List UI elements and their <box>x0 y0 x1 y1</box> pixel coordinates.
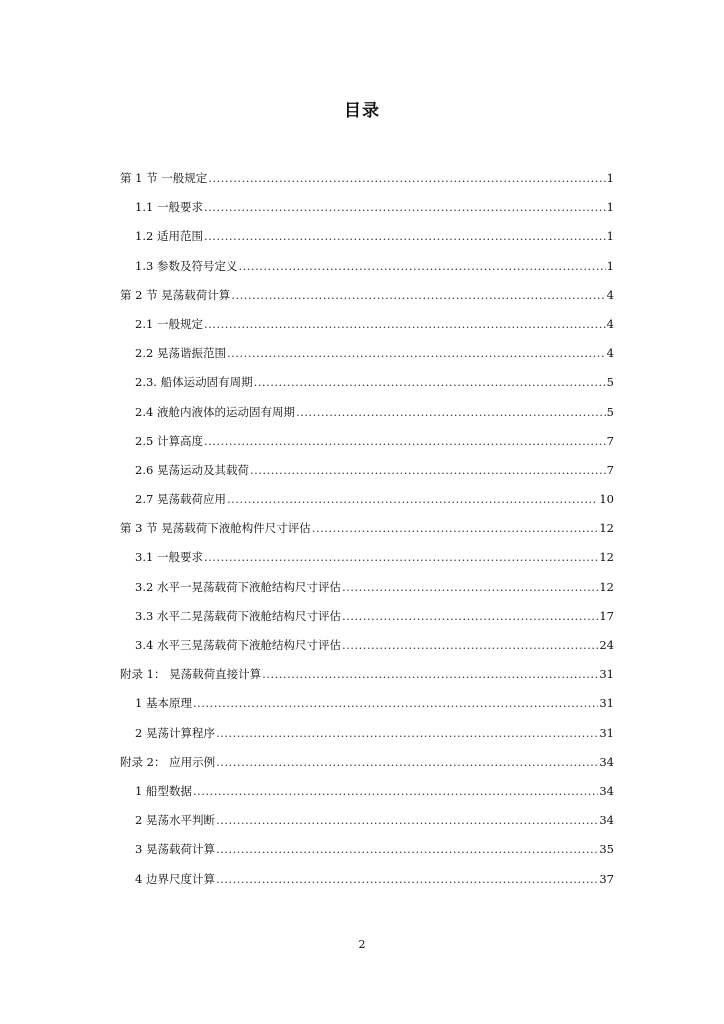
toc-entry-page: 31 <box>599 696 614 711</box>
toc-dot-leader <box>216 841 598 857</box>
toc-entry-label: 2 晃荡水平判断 <box>135 813 215 828</box>
toc-entry-label: 3.2 水平一晃荡载荷下液舱结构尺寸评估 <box>135 579 341 594</box>
toc-dot-leader <box>227 491 598 507</box>
toc-dot-leader <box>262 666 598 682</box>
toc-entry-label: 2.1 一般规定 <box>135 316 203 331</box>
toc-dot-leader <box>216 812 598 828</box>
toc-entry[interactable] <box>120 170 614 199</box>
toc-entry-label: 1.2 适用范围 <box>135 229 203 244</box>
toc-entry[interactable] <box>120 871 614 900</box>
toc-entry-page: 17 <box>599 608 614 623</box>
toc-entry-label: 4 边界尺度计算 <box>135 871 215 886</box>
toc-entry[interactable] <box>120 520 614 549</box>
toc-entry-page: 12 <box>599 521 614 536</box>
toc-entry[interactable] <box>120 374 614 403</box>
toc-entry-label: 1 船型数据 <box>135 783 192 798</box>
toc-entry[interactable] <box>120 608 614 637</box>
toc-entry[interactable] <box>120 316 614 345</box>
toc-entry-page: 37 <box>599 871 614 886</box>
toc-entry-label: 第 2 节 晃荡载荷计算 <box>120 287 231 302</box>
toc-entry[interactable] <box>120 228 614 257</box>
toc-entry-label: 附录 2： 应用示例 <box>120 754 216 769</box>
toc-entry[interactable] <box>120 579 614 608</box>
toc-entry[interactable] <box>120 812 614 841</box>
toc-entry-page: 4 <box>606 316 614 331</box>
toc-entry-page: 4 <box>606 346 614 361</box>
toc-dot-leader <box>193 783 598 799</box>
toc-entry-label: 1.1 一般要求 <box>135 200 203 215</box>
toc-dot-leader <box>208 170 605 186</box>
toc-entry[interactable] <box>120 754 614 783</box>
toc-entry-page: 31 <box>599 667 614 682</box>
toc-dot-leader <box>231 287 605 303</box>
toc-dot-leader <box>342 579 598 595</box>
toc-entry[interactable] <box>120 491 614 520</box>
toc-entry-label: 2.7 晃荡载荷应用 <box>135 492 226 507</box>
toc-dot-leader <box>204 433 606 449</box>
toc-entry-page: 7 <box>606 462 614 477</box>
toc-entry[interactable] <box>120 345 614 374</box>
toc-dot-leader <box>312 520 599 536</box>
toc-dot-leader <box>296 404 606 420</box>
toc-entry[interactable] <box>120 637 614 666</box>
toc-entry-page: 34 <box>599 754 614 769</box>
toc-entry-page: 5 <box>606 404 614 419</box>
toc-entry-page: 1 <box>606 200 614 215</box>
toc-entry[interactable] <box>120 666 614 695</box>
toc-entry-label: 2.5 计算高度 <box>135 433 203 448</box>
toc-entry[interactable] <box>120 258 614 287</box>
toc-dot-leader <box>204 549 598 565</box>
toc-entry-page: 34 <box>599 813 614 828</box>
toc-entry-label: 2.3. 船体运动固有周期 <box>135 375 253 390</box>
toc-dot-leader <box>342 608 598 624</box>
toc-entry-label: 3.1 一般要求 <box>135 550 203 565</box>
toc-dot-leader <box>216 754 598 770</box>
toc-entry[interactable] <box>120 695 614 724</box>
toc-entry-page: 10 <box>599 492 614 507</box>
toc-entry-page: 24 <box>599 638 614 652</box>
toc-entry-page: 12 <box>599 579 614 594</box>
toc-dot-leader <box>227 345 606 361</box>
toc-entry[interactable] <box>120 404 614 433</box>
toc-entry[interactable] <box>120 462 614 491</box>
toc-entry[interactable] <box>120 841 614 870</box>
toc-entry-page: 1 <box>606 258 614 273</box>
page-number: 2 <box>358 938 366 951</box>
toc-dot-leader <box>204 228 606 244</box>
toc-entry-page: 7 <box>606 433 614 448</box>
toc-entry-page: 5 <box>606 375 614 390</box>
toc-entry-label: 第 1 节 一般规定 <box>120 171 208 185</box>
toc-entry-page: 31 <box>599 725 614 740</box>
toc-entry[interactable] <box>120 549 614 578</box>
toc-entry-label: 3.3 水平二晃荡载荷下液舱结构尺寸评估 <box>135 608 341 623</box>
toc-entry-page: 4 <box>606 287 614 302</box>
toc-entry-label: 3 晃荡载荷计算 <box>135 842 215 857</box>
toc-entry-label: 第 3 节 晃荡载荷下液舱构件尺寸评估 <box>120 521 311 536</box>
toc-dot-leader <box>193 695 598 711</box>
toc-entry[interactable] <box>120 783 614 812</box>
toc-dot-leader <box>342 637 598 653</box>
toc-dot-leader <box>250 462 606 478</box>
toc-dot-leader <box>204 316 606 332</box>
toc-entry-label: 2.4 液舱内液体的运动固有周期 <box>135 404 295 419</box>
toc-entry-page: 34 <box>599 783 614 798</box>
toc-dot-leader <box>238 258 605 274</box>
toc-entry[interactable] <box>120 287 614 316</box>
toc-entry-page: 1 <box>606 229 614 244</box>
toc-dot-leader <box>216 871 598 887</box>
toc-entry-label: 2 晃荡计算程序 <box>135 725 215 740</box>
toc-entry-page: 12 <box>599 550 614 565</box>
toc-entry-label: 2.6 晃荡运动及其载荷 <box>135 462 249 477</box>
table-of-contents <box>120 170 614 900</box>
toc-entry-page: 1 <box>606 171 614 185</box>
toc-dot-leader <box>254 374 606 390</box>
toc-entry-label: 3.4 水平三晃荡载荷下液舱结构尺寸评估 <box>135 638 341 652</box>
toc-entry-page: 35 <box>599 842 614 857</box>
toc-dot-leader <box>216 725 598 741</box>
toc-entry-label: 1 基本原理 <box>135 696 192 711</box>
toc-entry[interactable] <box>120 433 614 462</box>
toc-entry-label: 附录 1： 晃荡载荷直接计算 <box>120 667 262 682</box>
toc-dot-leader <box>204 199 606 215</box>
toc-entry[interactable] <box>120 725 614 754</box>
page-title: 目录 <box>344 101 380 121</box>
toc-entry-label: 1.3 参数及符号定义 <box>135 258 238 273</box>
toc-entry-label: 2.2 晃荡谐振范围 <box>135 346 226 361</box>
toc-entry[interactable] <box>120 199 614 228</box>
